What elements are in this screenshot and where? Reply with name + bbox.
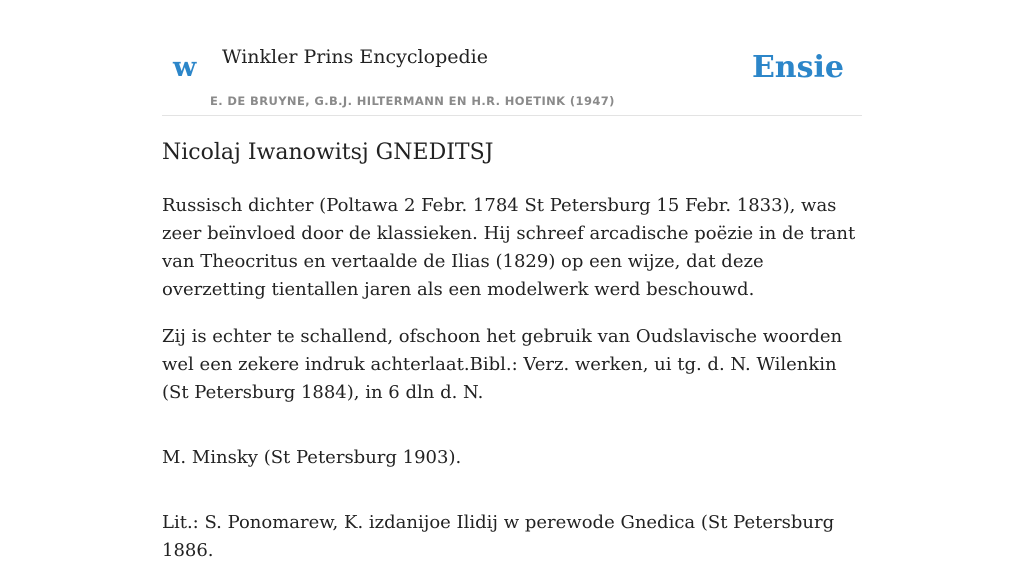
- article-paragraph: M. Minsky (St Petersburg 1903).: [162, 447, 462, 468]
- article-body: [162, 192, 862, 584]
- article-paragraph: Zij is echter te schallend, ofschoon het gebruik van Oudslavische woorden wel een zekere indruk achterlaat.Bibl.: Verz. werken, ui tg. d. N. Wilenkin (St Petersburg 1884), in 6 dln d. N.: [162, 326, 843, 403]
- article-paragraph: Lit.: S. Ponomarew, K. izdanijoe Ilidij w perewode Gnedica (St Petersburg 1886.: [162, 512, 835, 561]
- site-title: Winkler Prins Encyclopedie: [222, 46, 488, 68]
- page: [162, 0, 862, 561]
- article-title: Nicolaj Iwanowitsj GNEDITSJ: [162, 140, 494, 165]
- site-authors: E. DE BRUYNE, G.B.J. HILTERMANN EN H.R. HOETINK (1947): [210, 94, 615, 108]
- article-paragraph: Russisch dichter (Poltawa 2 Febr. 1784 St Petersburg 15 Febr. 1833), was zeer beïnvloed door de klassieken. Hij schreef arcadische poëzie in de trant van Theocritus en vertaalde de Ilias (1829) op een wijze, dat deze overzetting tientallen jaren als een modelwerk werd beschouwd.: [162, 195, 856, 300]
- site-header: [162, 0, 862, 116]
- ensie-brand-link[interactable]: Ensie: [751, 50, 844, 85]
- encyclopedia-logo[interactable]: w: [173, 52, 197, 83]
